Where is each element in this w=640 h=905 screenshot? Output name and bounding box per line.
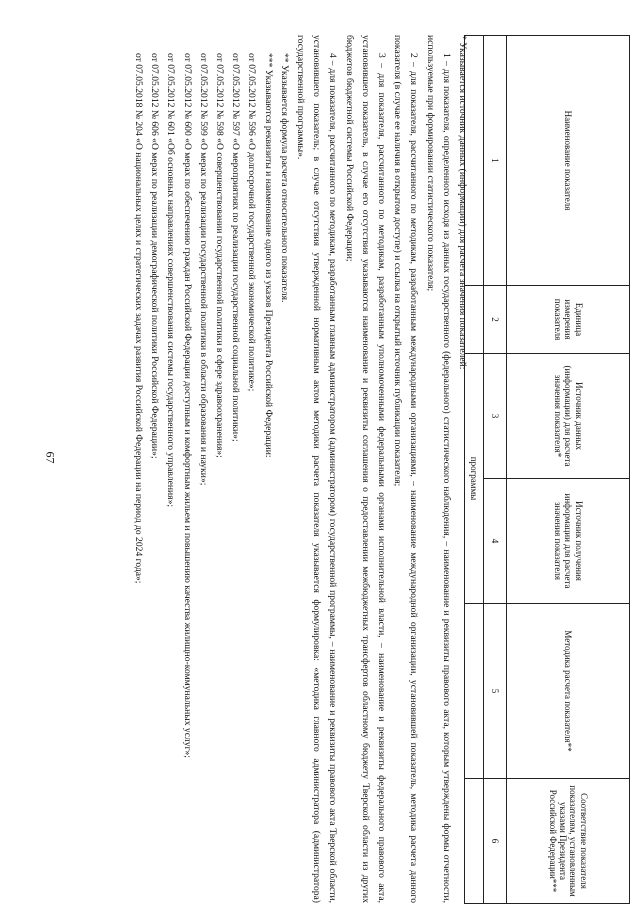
table-header-row [507,36,630,904]
column-number: 6 [484,779,507,904]
footnote: 2 – для показателя, рассчитанного по методикам, разработанным международными организациями, – наименование международной организации, установившей показатель, методика расчета данного показателя (в случае ее наличия в открытом доступе) и ссылка на открытый источник публикации показателя; [392,35,420,903]
footnotes [130,35,470,903]
column-number: 4 [484,479,507,604]
decree-item: от 07.05.2012 № 596 «О долгосрочной государственной экономической политике»; [246,53,258,392]
page-number: 67 [43,451,58,464]
footnote: 1 – для показателя, определенного исходя из данных государственного (федерального) статистического наблюдения, – наименование и реквизиты правового акта, которым утверждены формы отчетности, используемые при формировании статистического показателя; [424,35,452,903]
footnote: 3 – для показателя, рассчитанного по методикам, разработанным уполномоченными федеральными органами исполнительной власти, – наименование и реквизиты федерального правового акта, установившего показатель, в случае его отсутствия указываются наименование и реквизиты соглашения о предоставлении межбюджетных трансфертов областному бюджету Тверской области из других бюджетов бюджетной системы Российской Федерации; [343,35,387,903]
column-number: 3 [484,354,507,479]
column-number: 1 [484,36,507,286]
indicators-table [464,35,630,904]
decree-item: от 07.05.2012 № 601 «Об основных направлениях совершенствования системы государственного управления»; [165,53,177,508]
footnote: 4 – для показателя, рассчитанного по методикам, разработанным главным администратором (администратором) государственной программы, – наименование и реквизиты правового акта Тверской области, установившего показатель; в случае отсутствия утвержденной нормативным актом методики расчета показателя указывается формулировка: «методика главного администратора (администратора) государственной программы». [294,35,339,903]
decree-item: от 07.05.2012 № 599 «О мерах по реализации государственной политики в области образования и науки»; [197,53,209,486]
decree-item: от 07.05.2012 № 606 «О мерах по реализации демографической политики Российской Федерации»; [149,53,161,459]
column-number: 2 [484,286,507,354]
column-number: 5 [484,604,507,779]
table-number-row [484,36,507,904]
rotated-sheet [90,35,630,905]
header-cell: Соответствие показателя показателям, установленным указами Президента Российской Федерации*** [507,779,630,904]
program-label: программы [465,354,484,604]
header-cell: Наименование показателя [507,36,630,286]
header-cell: Источник данных (информации) для расчета значения показателя* [507,354,630,479]
footnote: * Указывается источник данных (информации) для расчета значения показателей: [457,35,468,370]
decree-item: от 07.05.2012 № 600 «О мерах по обеспечению граждан Российской Федерации доступным и комфортным жильем и повышению качества жилищно-коммунальных услуг»; [181,53,193,758]
header-cell: Единица измерения показателя [507,286,630,354]
footnote: *** Указываются реквизиты и наименование одного из указов Президента Российской Федерации: [262,53,274,458]
decree-item: от 07.05.2018 № 204 «О национальных целях и стратегических задачах развития Российской Федерации на период до 2024 года»; [132,53,144,584]
decree-item: от 07.05.2012 № 597 «О мероприятиях по реализации государственной социальной политики»; [230,53,242,442]
footnote: ** Указывается формула расчета относительного показателя. [278,53,290,303]
header-cell: Методика расчета показателя** [507,604,630,779]
decree-item: от 07.05.2012 № 598 «О совершенствовании государственной политики в сфере здравоохранения»; [213,53,225,458]
header-cell: Источник получения информации для расчета значения показателя [507,479,630,604]
